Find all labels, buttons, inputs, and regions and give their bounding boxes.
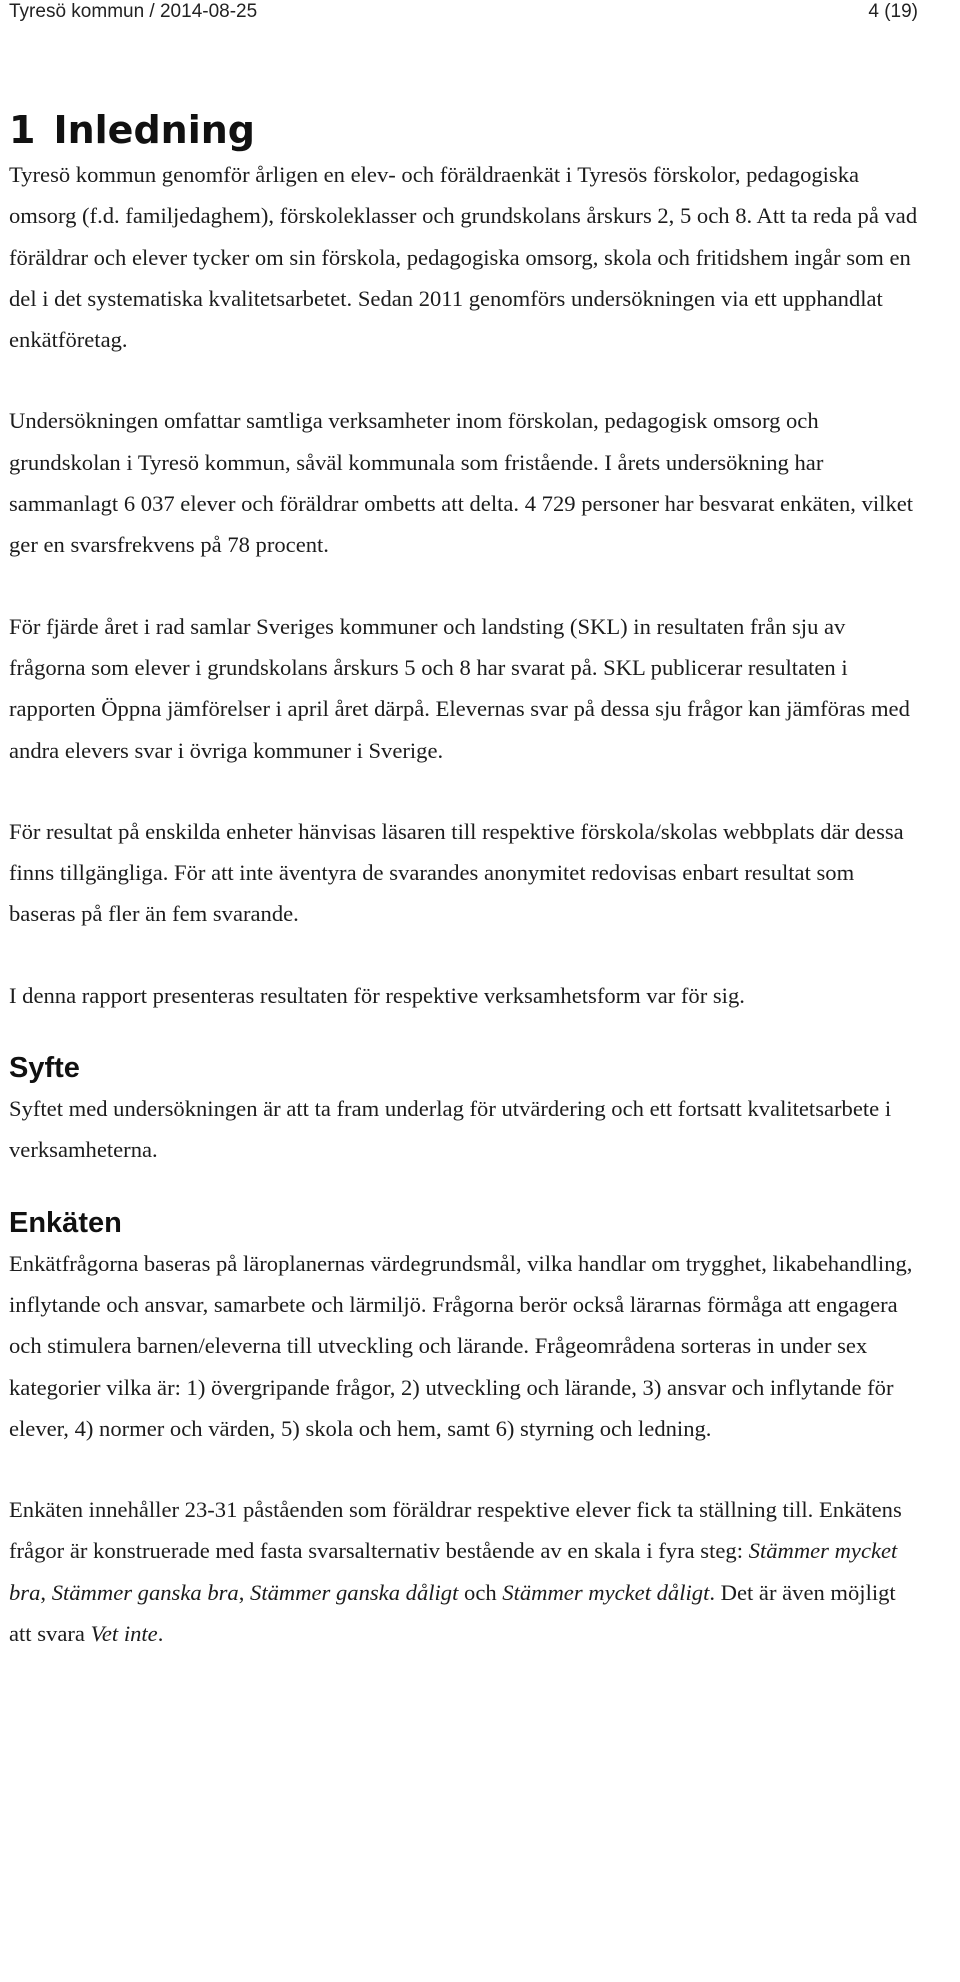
enkaten-scale-paragraph — [9, 1489, 918, 1654]
intro-paragraph: För resultat på enskilda enheter hänvisas läsaren till respektive förskola/skolas webbplats där dessa finns tillgängliga. För att inte äventyra de svarandes anonymitet redovisas enbart resultat som baseras på fler än fem svarande. — [9, 818, 904, 927]
section-title: Inledning — [53, 108, 255, 152]
intro-paragraph: Tyresö kommun genomför årligen en elev- och föräldraenkät i Tyresös förskolor, pedagogiska omsorg (f.d. familjedaghem), förskoleklasser och grundskolans årskurs 2, 5 och 8. Att ta reda på vad föräldrar och elever tycker om sin förskola, pedagogiska omsorg, skola och fritidshem ingår som en del i det systematiska kvalitetsarbetet. Sedan 2011 genomförs undersökningen via ett upphandlat enkätföretag. — [9, 162, 918, 353]
scale-mid-text: . Det är även möjligt att svara — [9, 1579, 896, 1647]
scale-option-vet-inte: Vet inte — [90, 1621, 158, 1647]
page-header — [9, 0, 918, 40]
section-number: 1 — [9, 108, 36, 152]
scale-option: Stämmer mycket bra — [9, 1538, 898, 1605]
enkaten-paragraph: Enkätfrågorna baseras på läroplanernas värdegrundsmål, vilka handlar om trygghet, likabehandling, inflytande och ansvar, samarbete och lärmiljö. Frågorna berör också lärarnas förmåga att engagera och stimulera barnen/eleverna till utveckling och lärande. Frågeområdena sorteras in under sex kategorier vilka är: 1) övergripande frågor, 2) utveckling och lärande, 3) ansvar och inflytande för elever, 4) normer och värden, 5) skola och hem, samt 6) styrning och ledning. — [9, 1250, 913, 1441]
scale-separator: , — [238, 1579, 251, 1605]
intro-paragraph: Undersökningen omfattar samtliga verksamheter inom förskolan, pedagogisk omsorg och grundskolan i Tyresö kommun, såväl kommunala som fristående. I årets undersökning har sammanlagt 6 037 elever och föräldrar ombetts att delta. 4 729 personer har besvarat enkäten, vilket ger en svarsfrekvens på 78 procent. — [9, 408, 914, 558]
intro-paragraph: I denna rapport presenteras resultaten för respektive verksamhetsform var för sig. — [9, 982, 745, 1008]
scale-option: Stämmer ganska bra — [51, 1579, 239, 1605]
intro-paragraph: För fjärde året i rad samlar Sveriges kommuner och landsting (SKL) in resultaten från sju av frågorna som elever i grundskolans årskurs 5 och 8 har svarat på. SKL publicerar resultaten i rapporten Öppna jämförelser i april året därpå. Elevernas svar på dessa sju frågor kan jämföras med andra elevers svar i övriga kommuner i Sverige. — [9, 613, 910, 763]
scale-option: Stämmer mycket dåligt — [502, 1579, 710, 1605]
subheading-enkaten: Enkäten — [9, 1206, 122, 1239]
header-page-number: 4 (19) — [868, 1, 918, 22]
scale-option: Stämmer ganska dåligt — [250, 1579, 459, 1605]
scale-separator: och — [458, 1579, 503, 1605]
section-heading-inledning — [9, 108, 918, 152]
scale-separator: , — [40, 1579, 52, 1605]
header-org-date: Tyresö kommun / 2014-08-25 — [9, 1, 258, 22]
syfte-paragraph: Syftet med undersökningen är att ta fram underlag för utvärdering och ett fortsatt kvalitetsarbete i verksamheterna. — [9, 1096, 892, 1163]
scale-end-text: . — [157, 1621, 164, 1647]
scale-lead-text: Enkäten innehåller 23-31 påståenden som föräldrar respektive elever fick ta ställning till. Enkätens frågor är konstruerade med fasta svarsalternativ bestående av en skala i fyra steg: — [9, 1497, 902, 1564]
subheading-syfte: Syfte — [9, 1052, 80, 1085]
